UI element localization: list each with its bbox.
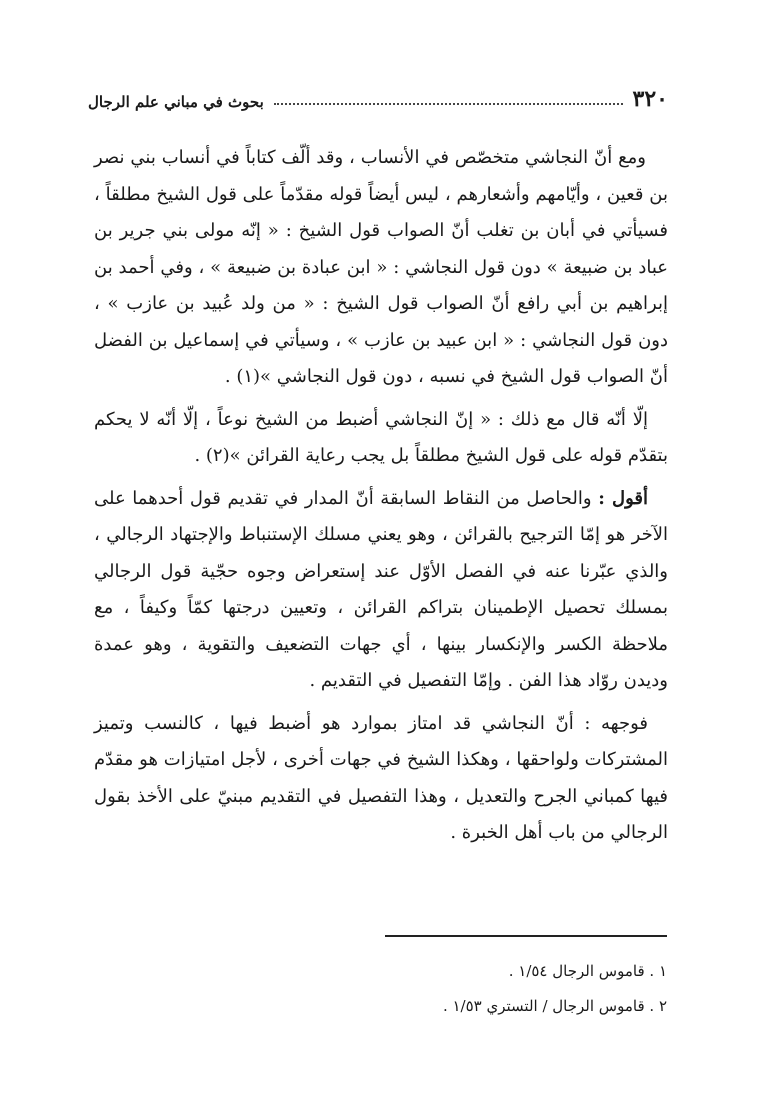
header-dotted-leader bbox=[274, 102, 623, 105]
paragraph-text: فوجهه : أنّ النجاشي قد امتاز بموارد هو أضبط فيها ، كالنسب وتميز المشتركات ولواحقها ، وهكذا الشيخ في جهات أخرى ، لأجل امتيازات هو مقدّم فيها كمباني الجرح والتعديل ، وهذا التفصيل في التقديم مبنيّ على الأخذ بقول الرجالي من باب أهل الخبرة . bbox=[94, 712, 668, 843]
main-text bbox=[94, 140, 668, 858]
footnote-divider bbox=[385, 935, 667, 937]
paragraph-lead: أقول : bbox=[598, 487, 648, 509]
paragraph bbox=[94, 140, 668, 396]
page-number: ٣٢٠ bbox=[632, 86, 668, 112]
paragraph-text: والحاصل من النقاط السابقة أنّ المدار في تقديم قول أحدهما على الآخر هو إمّا الترجيح بالقرائن ، وهو يعني مسلك الإستنباط والإجتهاد الرجالي ، والذي عبّرنا عنه في الفصل الأوّل عند إستعراض وجوه حجّية قول الرجالي بمسلك تحصيل الإطمينان بتراكم القرائن ، وتعيين درجتها كمّاً وكيفاً ، مع ملاحظة الكسر والإنكسار بينها ، أي جهات التضعيف والتقوية ، وهو عمدة وديدن روّاد هذا الفن . وإمّا التفصيل في التقديم . bbox=[94, 487, 668, 691]
paragraph bbox=[94, 402, 668, 475]
paragraph-text: ومع أنّ النجاشي متخصّص في الأنساب ، وقد ألّف كتاباً في أنساب بني نصر بن قعين ، وأيّامهم وأشعارهم ، ليس أيضاً قوله مقدّماً على قول الشيخ مطلقاً ، فسيأتي في أبان بن تغلب أنّ الصواب قول الشيخ : « إنّه مولى بني جرير بن عباد بن ضبيعة » دون قول النجاشي : « ابن عبادة بن ضبيعة » ، وفي أحمد بن إبراهيم بن أبي رافع أنّ الصواب قول الشيخ : « من ولد عُبيد بن عازب » ، دون قول النجاشي : « ابن عبيد بن عازب » ، وسيأتي في إسماعيل بن الفضل أنّ الصواب قول الشيخ في نسبه ، دون قول النجاشي »(١) . bbox=[94, 147, 668, 387]
footnote: ١ . قاموس الرجال ١/٥٤ . bbox=[508, 962, 667, 980]
book-title: بحوث في مباني علم الرجال bbox=[88, 93, 264, 111]
footnotes bbox=[107, 958, 667, 1028]
paragraph bbox=[94, 706, 668, 852]
footnote: ٢ . قاموس الرجال / التستري ١/٥٣ . bbox=[442, 997, 667, 1015]
paragraph-text: إلّا أنّه قال مع ذلك : « إنّ النجاشي أضبط من الشيخ نوعاً ، إلّا أنّه لا يحكم بتقدّم قوله على قول الشيخ مطلقاً بل يجب رعاية القرائن »(٢) . bbox=[94, 408, 668, 466]
running-header bbox=[88, 82, 668, 110]
paragraph bbox=[94, 481, 668, 700]
